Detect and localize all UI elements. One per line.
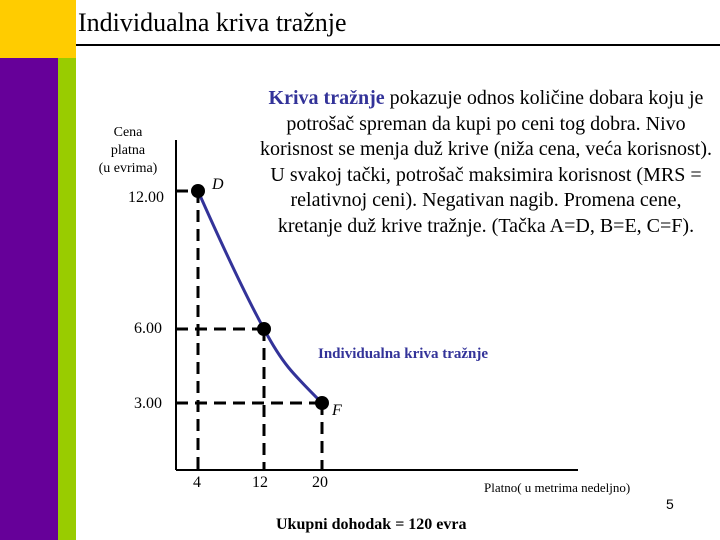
point-label-d: D xyxy=(212,176,224,193)
point-label-f: F xyxy=(332,402,342,419)
y-tick-label: 3.00 xyxy=(134,395,162,412)
y-tick-label: 12.00 xyxy=(128,189,164,206)
description-lead: Kriva tražnje xyxy=(268,87,385,109)
footer-text: Ukupni dohodak = 120 evra xyxy=(276,516,467,533)
y-tick-label: 6.00 xyxy=(134,320,162,337)
series-label: Individualna kriva tražnje xyxy=(318,346,489,362)
x-tick-label: 12 xyxy=(252,474,268,491)
data-point xyxy=(257,322,271,336)
y-axis-label-line: (u evrima) xyxy=(98,161,158,176)
data-point xyxy=(191,184,205,198)
description-rest: pokazuje odnos količine dobara koju je potrošač spreman da kupi po ceni tog dobra. Nivo korisnost se menja duž krive (niža cena, veća korisnost). U svakoj tački, potrošač maksimira korisnost (MRS = relativnoj ceni). Negativan nagib. Promena cene, kretanje duž krive tražnje. (Tačka A=D, B=E, C=F). xyxy=(259,87,713,237)
x-tick-label: 20 xyxy=(312,474,328,491)
y-axis-label-line: platna xyxy=(110,143,146,158)
y-axis-label-line: Cena xyxy=(113,125,143,140)
slide-number: 5 xyxy=(666,496,674,512)
data-point xyxy=(315,396,329,410)
slide-title: Individualna kriva tražnje xyxy=(78,8,347,37)
demand-curve xyxy=(198,191,322,403)
x-axis-label: Platno( u metrima nedeljno) xyxy=(484,480,631,495)
x-tick-label: 4 xyxy=(193,474,201,491)
